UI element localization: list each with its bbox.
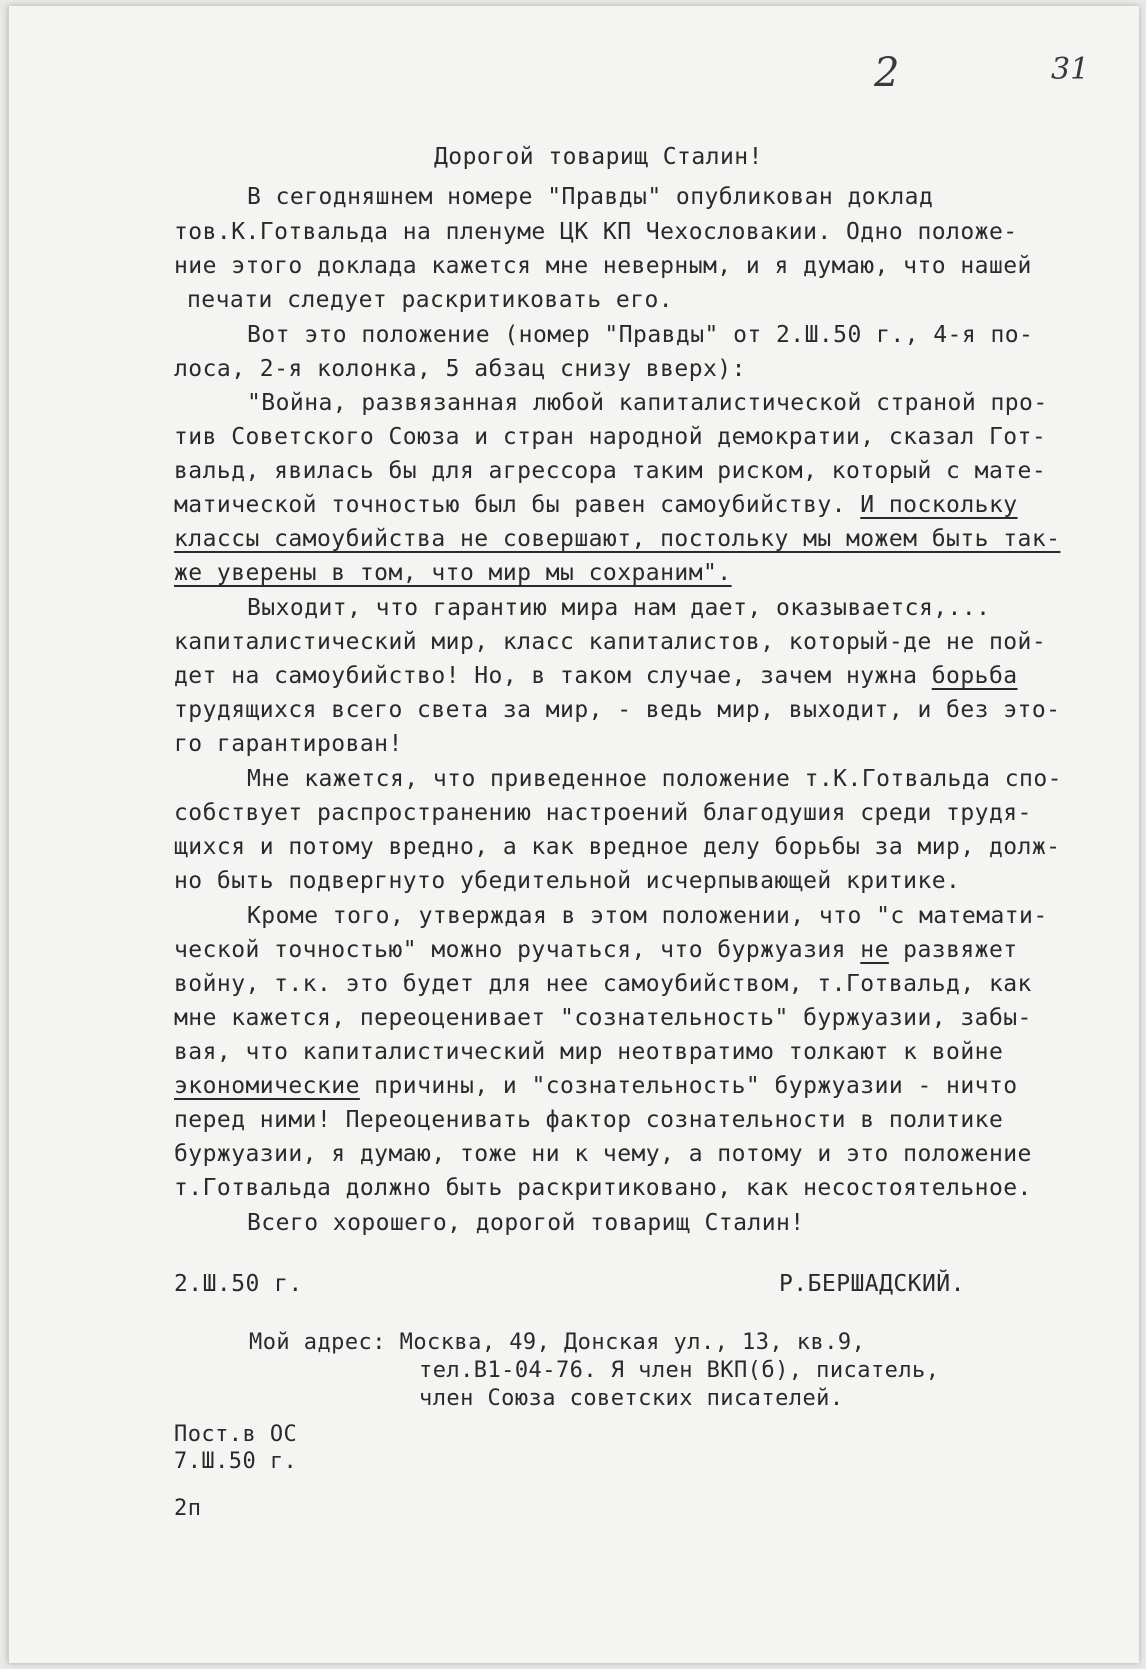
line-text: развяжет (888, 937, 1018, 963)
address-line: Мой адрес: Москва, 49, Донская ул., 13, кв.9, (249, 1330, 866, 1355)
line-text: ческой точностью" можно ручаться, что буржуазия (174, 937, 861, 963)
received-stamp-line: 7.Ш.50 г. (174, 1449, 298, 1474)
underlined-word: не (860, 937, 889, 963)
letter-line: войну, т.к. это будет для нее самоубийством, т.Готвальд, как (174, 971, 1032, 997)
letter-line: Выходит, что гарантию мира нам дает, оказывается,... (247, 595, 991, 621)
letter-line: т.Готвальда должно быть раскритиковано, как несостоятельное. (174, 1175, 1032, 1201)
handwritten-page-number: 2 (874, 50, 900, 96)
letter-line: В сегодняшнем номере "Правды" опубликован доклад (247, 184, 934, 210)
letter-line: Кроме того, утверждая в этом положении, что "с математи- (247, 903, 1048, 929)
letter-line (174, 933, 1018, 967)
received-stamp-line: Пост.в ОС (174, 1422, 298, 1447)
letter-line: но быть подвергнуто убедительной исчерпывающей критике. (174, 868, 961, 894)
letter-line: трудящихся всего света за мир, - ведь мир, выходит, и без это- (174, 697, 1061, 723)
handwritten-folio-number: 31 (1051, 52, 1090, 87)
letter-line: го гарантирован! (174, 731, 403, 757)
salutation: Дорогой товарищ Сталин! (434, 144, 763, 170)
letter-line: перед ними! Переоценивать фактор сознательности в политике (174, 1107, 1004, 1133)
copies-mark: 2п (174, 1496, 202, 1521)
letter-line: Мне кажется, что приведенное положение т.К.Готвальда спо- (247, 766, 1062, 792)
quote-line: тив Советского Союза и стран народной демократии, сказал Гот- (174, 424, 1047, 450)
letter-line: лоса, 2-я колонка, 5 абзац снизу вверх): (174, 356, 746, 382)
quote-line: вальд, явилась бы для агрессора таким риском, который с мате- (174, 458, 1047, 484)
letter-line: тов.К.Готвальда на пленуме ЦК КП Чехословакии. Одно положе- (174, 219, 1018, 245)
underlined-word: экономические (174, 1073, 360, 1099)
underlined-word: борьба (931, 663, 1018, 689)
quote-text: матической точностью был бы равен самоубийству. (174, 492, 861, 518)
closing-line: Всего хорошего, дорогой товарищ Сталин! (247, 1210, 805, 1236)
letter-line: Вот это положение (номер "Правды" от 2.Ш.50 г., 4-я по- (247, 322, 1034, 348)
letter-line: щихся и потому вредно, а как вредное делу борьбы за мир, долж- (174, 834, 1061, 860)
line-text: дет на самоубийство! Но, в таком случае, зачем нужна (174, 663, 932, 689)
letter-line: буржуазии, я думаю, тоже ни к чему, а потому и это положение (174, 1141, 1032, 1167)
signature: Р.БЕРШАДСКИЙ. (779, 1271, 965, 1297)
letter-line (174, 659, 1018, 693)
quote-line: "Война, развязанная любой капиталистической страной про- (247, 390, 1048, 416)
line-text: причины, и "сознательность" буржуазии - ничто (359, 1073, 1018, 1099)
address-line: тел.В1-04-76. Я член ВКП(б), писатель, (419, 1358, 940, 1383)
underlined-text: И поскольку (860, 492, 1018, 518)
document-page (8, 6, 1139, 1663)
letter-date: 2.Ш.50 г. (174, 1271, 303, 1297)
quote-line (174, 488, 1018, 522)
underlined-quote-line: классы самоубийства не совершают, постольку мы можем быть так- (174, 526, 1061, 552)
letter-line: капиталистический мир, класс капиталистов, который-де не пой- (174, 629, 1047, 655)
letter-line: ние этого доклада кажется мне неверным, и я думаю, что нашей (174, 253, 1032, 279)
address-line: член Союза советских писателей. (419, 1386, 844, 1411)
letter-line: мне кажется, переоценивает "сознательность" буржуазии, забы- (174, 1005, 1032, 1031)
letter-line: вая, что капиталистический мир неотвратимо толкают к войне (174, 1039, 1004, 1065)
letter-line: собствует распространению настроений благодушия среди трудя- (174, 800, 1032, 826)
letter-line: печати следует раскритиковать его. (187, 287, 674, 313)
underlined-quote-line: же уверены в том, что мир мы сохраним". (174, 560, 732, 586)
letter-line (174, 1069, 1018, 1103)
